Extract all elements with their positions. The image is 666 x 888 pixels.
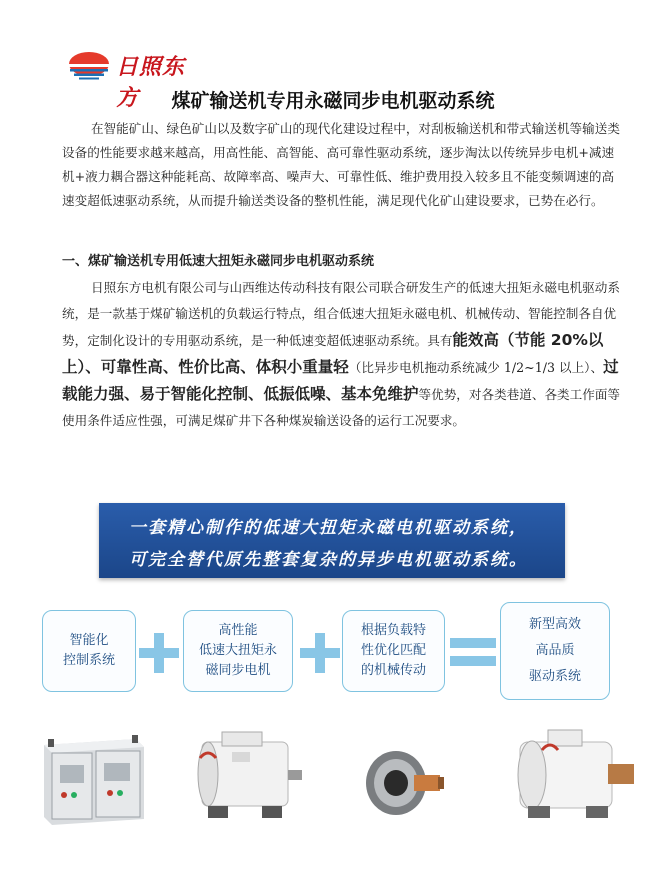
formula-box-result-label: 新型高效 高品质 驱动系统 [528, 617, 581, 684]
paragraph-text-a: 日照东方电机有限公司与山西维达传动科技有限公司联合研发生产的低速大扭矩永磁电机驱动系统，是一款基于煤矿输送机的负载运行特点，组合低速大扭矩永磁电机、机械传动、智能控制各自优势，定制化设计的专用驱动系统，是一种低速变超低速驱动系统。具有 [62, 280, 620, 348]
formula-box-control-label: 智能化 控制系统 [62, 633, 115, 668]
plus-icon [139, 633, 179, 673]
paragraph-text-c: 等优势，对各类巷道、各类工作面等使用条件适应性强，可满足煤矿井下各种煤炭输送设备的运行工况要求。 [62, 387, 621, 428]
equals-icon [450, 632, 496, 670]
formula-box-motor [183, 610, 293, 692]
intro-paragraph: 在智能矿山、绿色矿山以及数字矿山的现代化建设过程中，对刮板输送机和带式输送机等输送类设备的性能要求越来越高，用高性能、高智能、高可靠性驱动系统，逐步淘汰以传统异步电机+减速机+液力耦合器这种能耗高、故障率高、噪声大、可靠性低、维护费用投入较多且不能变频调速的高速变超低速驱动系统，从而提升输送类设备的整机性能，满足现代化矿山建设要求，已势在必行。 [62, 121, 620, 208]
highlight-text-1: 能效高（节能 20%以上）、可靠性高、性价比高、体积小重量轻 [62, 331, 604, 376]
formula-box-transmission-label: 根据负载特 性优化匹配 的机械传动 [360, 623, 426, 678]
drive-system-image [508, 720, 638, 828]
slogan-banner [99, 503, 565, 578]
formula-box-transmission [342, 610, 445, 692]
plus-icon [300, 633, 340, 673]
page-title: 煤矿输送机专用永磁同步电机驱动系统 [171, 90, 495, 112]
paragraph-text-b: （比异步电机拖动系统减少 1/2~1/3 以上）、 [348, 360, 604, 375]
banner-line-1: 一套精心制作的低速大扭矩永磁电机驱动系统， [129, 518, 528, 538]
formula-box-motor-label: 高性能 低速大扭矩永 磁同步电机 [198, 623, 277, 678]
sunrise-logo-icon [66, 50, 112, 80]
banner-line-2: 可完全替代原先整套复杂的异步电机驱动系统。 [129, 550, 528, 570]
section-heading: 一、煤矿输送机专用低速大扭矩永磁同步电机驱动系统 [62, 254, 375, 269]
pm-motor-image [192, 722, 304, 830]
formula-box-result [500, 602, 610, 700]
highlight-text-2: 过载能力强、易于智能化控制、低振低噪、基本免维护 [62, 358, 619, 403]
section-paragraph [62, 275, 622, 434]
control-cabinet-image [40, 735, 148, 827]
logo-brand-name: 日照东方 [116, 55, 186, 111]
company-logo [66, 48, 206, 111]
formula-box-control [42, 610, 136, 692]
transmission-image [356, 737, 446, 827]
